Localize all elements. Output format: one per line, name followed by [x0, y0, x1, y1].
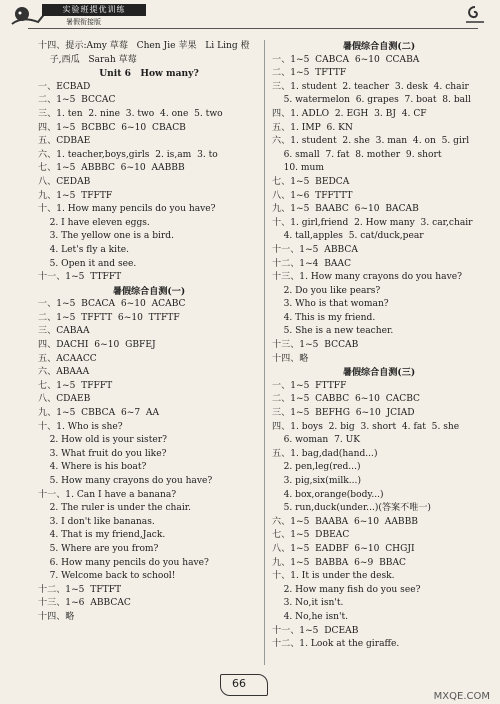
answer-line: 一、1~5 FTTFF: [272, 380, 347, 391]
answer-line: 4. Where is his boat?: [38, 462, 147, 473]
answer-line: 六、ABAAA: [38, 367, 90, 378]
answer-line: 十一、1. Can I have a banana?: [38, 489, 177, 500]
answer-line: 十、1. How many pencils do you have?: [38, 204, 216, 215]
answer-line: 2. The ruler is under the chair.: [38, 503, 191, 514]
answer-line: 五、CDBAE: [38, 136, 91, 147]
answer-line: 10. mum: [272, 163, 325, 174]
book-series-banner: 实验班提优训练: [42, 4, 146, 16]
answer-line: 十二、1~4 BAAC: [272, 258, 352, 269]
answer-line: 2. Do you like pears?: [272, 285, 381, 296]
answer-line: 十一、1~5 TTFFT: [38, 272, 122, 283]
answer-line: 6. woman 7. UK: [272, 435, 361, 446]
answer-line: 5. Where are you from?: [38, 543, 159, 554]
answer-line: 七、1~5 TFFFT: [38, 380, 113, 391]
answer-line: 五、1. IMP 6. KN: [272, 122, 353, 133]
answer-line: 一、1~5 CABCA 6~10 CCABA: [272, 54, 420, 65]
answer-line: 四、DACHI 6~10 GBFEJ: [38, 340, 156, 351]
answer-line: 4. No,he isn't.: [272, 611, 349, 622]
answer-line: 八、CDAEB: [38, 394, 91, 405]
answer-line: 4. box,orange(body...): [272, 489, 384, 500]
answer-line: 暑假综合自测(一): [112, 285, 186, 297]
answer-line: 5. She is a new teacher.: [272, 326, 394, 337]
answer-line: 十、1. girl,friend 2. How many 3. car,chair: [272, 217, 473, 228]
answer-line: 一、ECBAD: [38, 81, 91, 92]
answer-line: 7. Welcome back to school!: [38, 571, 176, 582]
answer-line: 5. watermelon 6. grapes 7. boat 8. ball: [272, 95, 471, 106]
answer-line: 九、1~5 BABBA 6~9 BBAC: [272, 557, 406, 568]
answer-line: 3. pig,six(milk...): [272, 476, 361, 486]
answer-line: 四、1~5 BCBBC 6~10 CBACB: [38, 122, 186, 133]
answer-line: 子,西瓜 Sarah 草莓: [38, 54, 137, 65]
answer-line: 一、1~5 BCACA 6~10 ACABC: [38, 299, 186, 310]
column-divider: [264, 40, 265, 665]
answer-line: 十一、1~5 ABBCA: [272, 244, 358, 255]
answer-line: 五、ACAACC: [38, 353, 97, 364]
answer-line: 2. How old is your sister?: [38, 435, 167, 446]
answer-line: 三、1. student 2. teacher 3. desk 4. chair: [272, 81, 469, 92]
answer-line: 十三、1. How many crayons do you have?: [272, 272, 462, 283]
answer-line: 5. Open it and see.: [38, 258, 137, 269]
answer-line: 七、1~5 BEDCA: [272, 176, 350, 187]
answer-line: 3. What fruit do you like?: [38, 448, 167, 459]
right-answer-column: [272, 40, 486, 652]
answer-line: 二、1~5 CABBC 6~10 CACBC: [272, 394, 421, 405]
answer-line: 四、1. boys 2. big 3. short 4. fat 5. she: [272, 421, 460, 432]
answer-line: 十三、1~5 BCCAB: [272, 340, 359, 351]
answer-line: 三、1. ten 2. nine 3. two 4. one 5. two: [38, 108, 223, 119]
swirl-icon: [464, 4, 486, 26]
answer-line: 六、1. teacher,boys,girls 2. is,am 3. to: [38, 149, 218, 160]
answer-line: 九、1~5 BAABC 6~10 BACAB: [272, 204, 419, 215]
answer-line: 十一、1~5 DCEAB: [272, 625, 359, 636]
answer-line: 二、1~5 TFFTT 6~10 TTFTF: [38, 312, 180, 323]
answer-line: 十二、1. Look at the giraffe.: [272, 639, 400, 650]
answer-line: 3. I don't like bananas.: [38, 516, 155, 527]
answer-line: 3. No,it isn't.: [272, 598, 344, 609]
answer-line: 暑假综合自测(三): [342, 367, 416, 379]
answer-line: 十、1. It is under the desk.: [272, 571, 395, 582]
left-answer-column: [38, 40, 260, 625]
answer-line: Unit 6 How many?: [99, 68, 199, 80]
answer-line: 十三、1~6 ABBCAC: [38, 598, 131, 609]
answer-line: 2. pen,leg(red...): [272, 462, 361, 473]
answer-line: 八、CEDAB: [38, 176, 91, 187]
page-number: 66: [232, 677, 246, 690]
answer-line: 十、1. Who is she?: [38, 421, 123, 432]
answer-line: 4. That is my friend,Jack.: [38, 530, 166, 541]
answer-line: 七、1~5 DBEAC: [272, 530, 350, 541]
answer-line: 2. I have eleven eggs.: [38, 217, 150, 228]
answer-line: 5. run,duck(under...)(答案不唯一): [272, 503, 431, 514]
answer-line: 六、1~5 BAABA 6~10 AABBB: [272, 516, 418, 527]
watermark: MXQE.COM: [433, 691, 490, 702]
answer-line: 3. The yellow one is a bird.: [38, 231, 174, 242]
answer-line: 4. This is my friend.: [272, 312, 376, 323]
answer-line: 6. How many pencils do you have?: [38, 557, 209, 568]
answer-line: 六、1. student 2. she 3. man 4. on 5. girl: [272, 136, 470, 147]
answer-line: 暑假综合自测(二): [342, 41, 416, 52]
answer-line: 三、1~5 BEFHG 6~10 JCIAD: [272, 408, 415, 419]
answer-line: 八、1~5 EADBF 6~10 CHGJI: [272, 543, 415, 554]
answer-line: 十四、略: [272, 353, 309, 364]
answer-line: 三、CABAA: [38, 326, 90, 337]
answer-line: 6. small 7. fat 8. mother 9. short: [272, 149, 442, 160]
answer-line: 2. How many fish do you see?: [272, 584, 421, 595]
answer-line: 八、1~6 TFFTTT: [272, 190, 353, 201]
answer-line: 四、1. ADLO 2. EGH 3. BJ 4. CF: [272, 108, 427, 119]
answer-line: 5. How many crayons do you have?: [38, 476, 213, 486]
edition-label: 暑假衔接版: [66, 18, 101, 26]
answer-line: 九、1~5 CBBCA 6~7 AA: [38, 408, 160, 419]
page-header: [0, 0, 500, 34]
answer-line: 二、1~5 BCCAC: [38, 95, 116, 106]
page-footer: [0, 664, 500, 704]
answer-line: 4. Let's fly a kite.: [38, 244, 130, 255]
answer-line: 五、1. bag,dad(hand...): [272, 448, 378, 459]
answer-line: 二、1~5 TFTTF: [272, 68, 347, 79]
answer-line: 3. Who is that woman?: [272, 299, 389, 310]
header-rule: [28, 28, 478, 29]
answer-line: 九、1~5 TFFTF: [38, 190, 113, 201]
answer-line: 十二、1~5 TFTFT: [38, 584, 122, 595]
answer-line: 十四、略: [38, 611, 75, 622]
answer-line: 十四、提示:Amy 草莓 Chen Jie 苹果 Li Ling 橙: [38, 41, 250, 51]
answer-line: 4. tall,apples 5. cat/duck,pear: [272, 231, 424, 242]
answer-line: 七、1~5 ABBBC 6~10 AABBB: [38, 163, 185, 174]
